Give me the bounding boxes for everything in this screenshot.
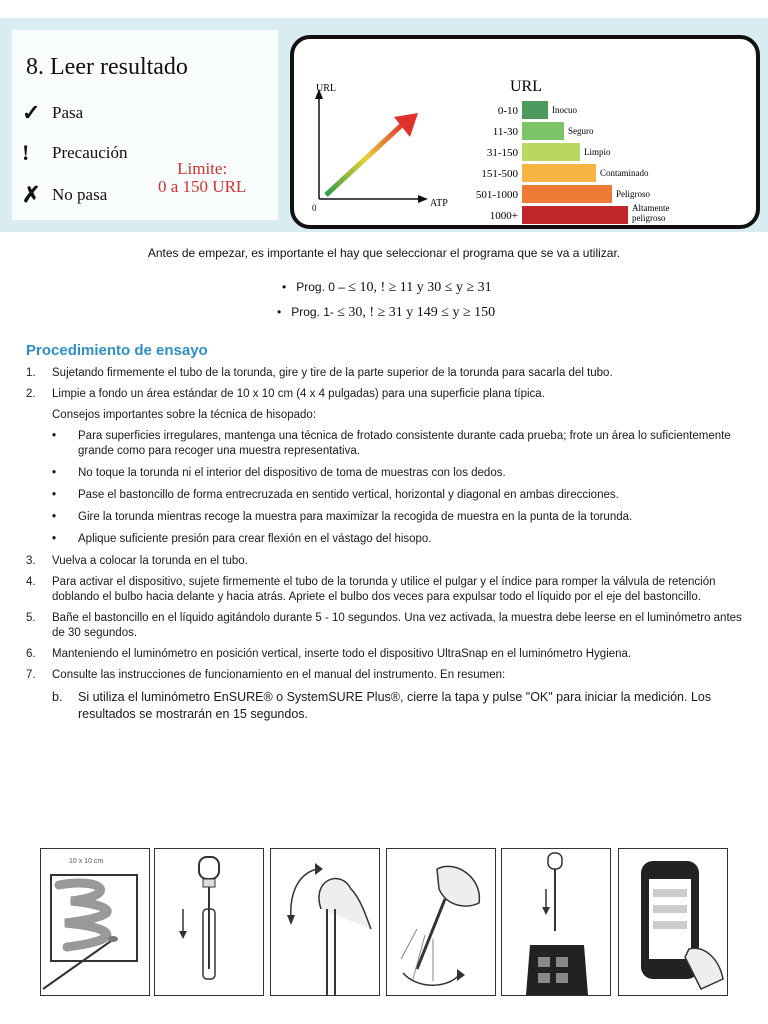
scale-level-label: Limpio — [584, 147, 611, 157]
limit-text — [158, 160, 246, 196]
procedure-title: Procedimiento de ensayo — [26, 342, 208, 359]
step-3-text: Vuelva a colocar la torunda en el tubo. — [52, 555, 248, 567]
step-3 — [26, 554, 746, 569]
url-scale-rows — [476, 101, 670, 224]
step-7-text: Consulte las instrucciones de funcionamiento en el manual del instrumento. En resumen: — [52, 669, 506, 681]
scale-range-label: 151-500 — [481, 168, 518, 180]
tip-item — [52, 532, 746, 547]
tip-text: Para superficies irregulares, mantenga una técnica de frotado consistente durante cada prueba; frote un área lo suficientemente grande como para recoger una muestra representativa. — [78, 430, 731, 457]
step-6-text: Manteniendo el luminómetro en posición vertical, inserte todo el dispositivo UltraSnap en el luminómetro Hygiena. — [52, 648, 632, 660]
procedure-list — [26, 366, 746, 723]
bullet-icon: • — [52, 511, 57, 523]
program-0 — [282, 280, 492, 296]
bullet-icon: • — [52, 430, 57, 442]
illustration-read-device — [618, 848, 728, 996]
url-scale-card — [290, 35, 760, 229]
bullet-icon: • — [52, 467, 57, 479]
scale-range-label: 11-30 — [492, 126, 518, 138]
step-number: 4. — [26, 576, 36, 588]
legend-caution — [22, 140, 128, 166]
graph-y-label: URL — [316, 83, 336, 94]
program-0-formula: ≤ 10, ! ≥ 11 y 30 ≤ y ≥ 31 — [348, 280, 492, 295]
area-label: 10 x 10 cm — [69, 858, 104, 865]
step-title: 8. Leer resultado — [26, 54, 188, 80]
step-7b — [52, 689, 746, 723]
scale-level-label: Seguro — [568, 126, 594, 136]
step-1-text: Sujetando firmemente el tubo de la torunda, gire y tire de la parte superior de la torunda para sacarla del tubo. — [52, 367, 613, 379]
bullet-icon: • — [52, 489, 57, 501]
step-1 — [26, 366, 746, 381]
tip-item — [52, 429, 746, 459]
step-2 — [26, 387, 746, 402]
tip-item — [52, 488, 746, 503]
scale-range-label: 1000+ — [489, 210, 518, 222]
step-2-text: Limpie a fondo un área estándar de 10 x 10 cm (4 x 4 pulgadas) para una superficie plana típica. — [52, 388, 545, 400]
program-bullet: • — [282, 280, 287, 294]
url-graphic — [294, 39, 756, 225]
legend-fail — [22, 182, 107, 208]
scale-bar — [522, 143, 580, 161]
scale-level-label: Contaminado — [600, 168, 649, 178]
scale-title: URL — [510, 78, 542, 95]
scale-level-label: Altamente peligroso — [632, 203, 670, 223]
program-bullet: • — [277, 305, 282, 319]
step-6 — [26, 647, 746, 662]
illustration-shake-tube — [386, 848, 496, 996]
tip-item — [52, 466, 746, 481]
scale-bar — [522, 185, 612, 203]
illustration-activate-bulb — [270, 848, 380, 996]
step-7b-text: Si utiliza el luminómetro EnSURE® o SystemSURE Plus®, cierre la tapa y pulse "OK" para iniciar la medición. Los resultados se mostrarán en 15 segundos. — [78, 690, 712, 721]
trend-arrow — [326, 113, 418, 195]
program-0-prefix: Prog. 0 – — [296, 280, 345, 294]
step-number: 1. — [26, 367, 36, 379]
step-7 — [26, 668, 746, 683]
graph-x-label: ATP — [430, 198, 448, 209]
scale-level-label: Peligroso — [616, 189, 651, 199]
graph-axes — [315, 89, 428, 203]
scale-range-label: 501-1000 — [475, 189, 518, 201]
scale-bar — [522, 122, 564, 140]
tip-text: Aplique suficiente presión para crear flexión en el vástago del hisopo. — [78, 533, 432, 545]
scale-bar — [522, 101, 548, 119]
tip-text: No toque la torunda ni el interior del dispositivo de toma de muestras con los dedos. — [78, 467, 506, 479]
limit-line1: Limite: — [177, 159, 228, 178]
scale-bar — [522, 206, 628, 224]
scale-bar — [522, 164, 596, 182]
tip-text: Gire la torunda mientras recoge la muestra para maximizar la recogida de muestra en la punta de la torunda. — [78, 511, 633, 523]
exclamation-icon: ! — [22, 140, 30, 165]
substep-label: b. — [52, 690, 63, 704]
scale-level-label: Inocuo — [552, 105, 577, 115]
illustration-swab-tube — [154, 848, 264, 996]
step-5 — [26, 611, 746, 641]
step-number: 3. — [26, 555, 36, 567]
result-legend-card — [12, 30, 278, 220]
scale-range-label: 31-150 — [486, 147, 518, 159]
step-number: 7. — [26, 669, 36, 681]
legend-caution-label: Precaución — [52, 143, 128, 162]
bullet-icon: • — [52, 533, 57, 545]
graph-origin-label: 0 — [312, 203, 317, 213]
step-number: 5. — [26, 612, 36, 624]
tip-text: Pase el bastoncillo de forma entrecruzada en sentido vertical, horizontal y diagonal en ambas direcciones. — [78, 489, 619, 501]
program-1 — [277, 305, 495, 321]
legend-pass-label: Pasa — [52, 103, 84, 122]
step-number: 2. — [26, 388, 36, 400]
check-icon: ✓ — [22, 100, 41, 125]
tips-heading: Consejos importantes sobre la técnica de hisopado: — [52, 409, 317, 421]
step-4 — [26, 575, 746, 605]
step-5-text: Bañe el bastoncillo en el líquido agitándolo durante 5 - 10 segundos. Una vez activada, la muestra debe leerse en el luminómetro antes de 30 segundos. — [52, 612, 742, 639]
illustration-swab-area — [40, 848, 150, 996]
illustration-insert-luminometer — [501, 848, 611, 996]
program-1-prefix: Prog. 1- — [291, 305, 334, 319]
results-banner — [0, 18, 768, 232]
step-number: 6. — [26, 648, 36, 660]
program-1-formula: ≤ 30, ! ≥ 31 y 149 ≤ y ≥ 150 — [337, 305, 496, 320]
limit-line2: 0 a 150 URL — [158, 177, 247, 196]
scale-range-label: 0-10 — [497, 105, 518, 117]
cross-icon: ✗ — [22, 182, 41, 207]
step-4-text: Para activar el dispositivo, sujete firmemente el tubo de la torunda y utilice el pulgar y el índice para romper la válvula de retención doblando el bulbo hacia delante y hacia atrás. Apriete el bulbo dos veces para expulsar todo el líquido por el eje del bastoncillo. — [52, 576, 716, 603]
legend-pass — [22, 100, 83, 126]
legend-fail-label: No pasa — [52, 185, 108, 204]
tip-item — [52, 510, 746, 525]
intro-text: Antes de empezar, es importante el hay que seleccionar el programa que se va a utilizar. — [147, 246, 621, 260]
